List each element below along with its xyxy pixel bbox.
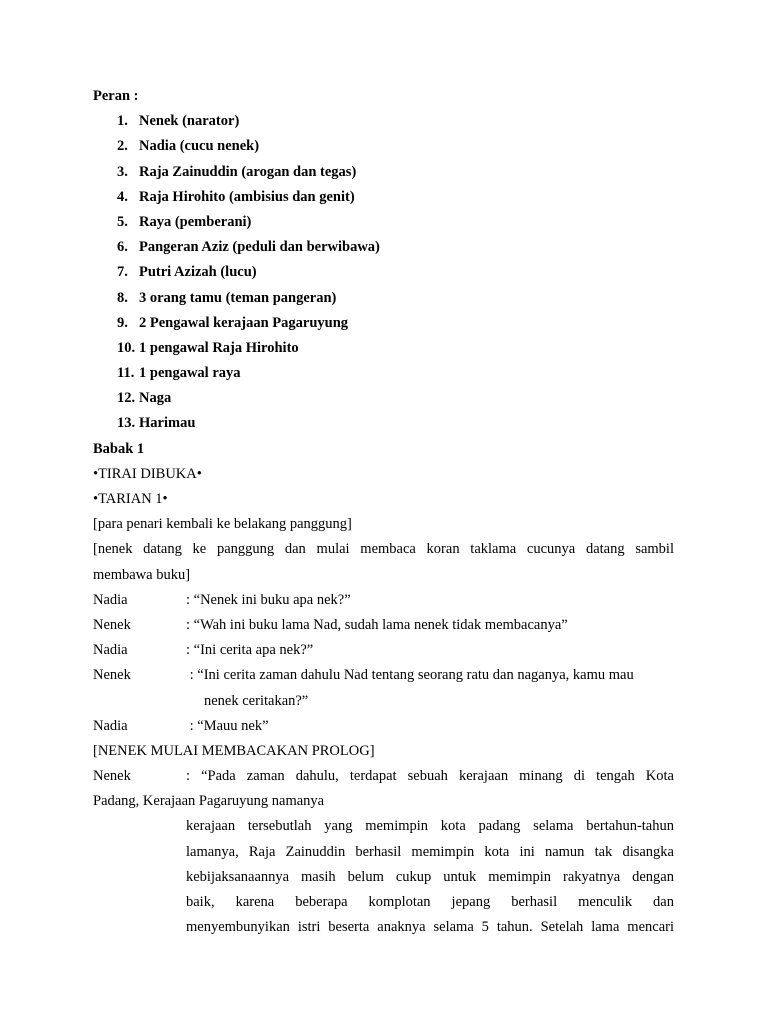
role-item [93, 361, 674, 386]
role-name: Raya (pemberani) [139, 213, 252, 230]
prolog-line: baik, karena beberapa komplotan jepang berhasil menculik dan [186, 894, 674, 910]
role-name: 1 pengawal Raja Hirohito [139, 339, 299, 356]
role-name: Nadia (cucu nenek) [139, 138, 260, 155]
role-number: 9. [117, 314, 128, 331]
role-number: 7. [117, 264, 128, 281]
role-item [93, 134, 674, 159]
dialogue-text: : “Ini cerita apa nek?” [186, 642, 314, 659]
role-item [93, 286, 674, 311]
role-item [93, 235, 674, 260]
dialogue-line [93, 663, 674, 688]
role-number: 1. [117, 113, 128, 130]
role-number: 10. [117, 339, 136, 356]
speaker-name: Nenek [93, 616, 131, 633]
role-item [93, 311, 674, 336]
dialogue-line [93, 588, 674, 613]
dialogue-continuation: nenek ceritakan?” [204, 692, 309, 709]
role-item [93, 210, 674, 235]
role-item [93, 185, 674, 210]
prolog-line: kebijaksanaannya masih belum cukup untuk memimpin rakyatnya dengan [186, 868, 674, 885]
dialogue-line [93, 613, 674, 638]
role-name: Putri Azizah (lucu) [139, 264, 257, 281]
dialogue-block [93, 588, 674, 739]
role-number: 11. [117, 365, 135, 382]
roles-list [93, 109, 674, 436]
role-name: Raja Hirohito (ambisius dan genit) [139, 188, 355, 205]
role-item [93, 411, 674, 436]
dialogue-line [93, 764, 674, 789]
stage-direction: •TARIAN 1• [93, 491, 168, 507]
role-item [93, 336, 674, 361]
role-name: Pangeran Aziz (peduli dan berwibawa) [139, 239, 380, 256]
roles-heading: Peran : [93, 88, 139, 104]
dialogue-text: : “Wah ini buku lama Nad, sudah lama nenek tidak membacanya” [186, 616, 568, 633]
speaker-name: Nadia [93, 591, 128, 608]
role-number: 13. [117, 415, 136, 432]
role-item [93, 109, 674, 134]
speaker-name: Nenek [93, 768, 131, 785]
role-item [93, 160, 674, 185]
speaker-name: Nadia [93, 642, 128, 659]
role-name: Raja Zainuddin (arogan dan tegas) [139, 163, 357, 180]
role-number: 3. [117, 163, 128, 180]
role-number: 6. [117, 239, 128, 256]
role-item [93, 386, 674, 411]
stage-direction-line: [nenek datang ke panggung dan mulai membaca koran taklama cucunya datang sambil [93, 541, 674, 558]
role-name: Harimau [139, 415, 196, 432]
act-heading: Babak 1 [93, 440, 145, 457]
role-number: 2. [117, 138, 128, 155]
role-number: 5. [117, 213, 128, 230]
prolog-line: menyembunyikan istri beserta anaknya selama 5 tahun. Setelah lama mencari [186, 919, 674, 936]
role-number: 12. [117, 390, 136, 407]
role-name: 2 Pengawal kerajaan Pagaruyung [139, 314, 349, 331]
document-body [93, 84, 674, 940]
role-number: 4. [117, 188, 128, 205]
role-number: 8. [117, 289, 128, 306]
prolog-line: Padang, Kerajaan Pagaruyung namanya [93, 793, 325, 810]
dialogue-text: : “Mauu nek” [186, 717, 269, 734]
prolog-line: lamanya, Raja Zainuddin berhasil memimpin kota ini namun tak disangka [186, 843, 674, 860]
role-name: 1 pengawal raya [139, 365, 241, 382]
role-name: Nenek (narator) [139, 113, 240, 130]
role-name: Naga [139, 390, 172, 407]
speaker-name: Nenek [93, 667, 131, 684]
dialogue-text: : “Nenek ini buku apa nek?” [186, 591, 351, 608]
stage-direction: •TIRAI DIBUKA• [93, 465, 202, 482]
stage-direction: [NENEK MULAI MEMBACAKAN PROLOG] [93, 742, 375, 759]
role-item [93, 260, 674, 285]
dialogue-line [93, 638, 674, 663]
dialogue-text: : “Ini cerita zaman dahulu Nad tentang seorang ratu dan naganya, kamu mau [186, 667, 634, 684]
prolog-block [93, 764, 674, 940]
dialogue-text: : “Pada zaman dahulu, terdapat sebuah kerajaan minang di tengah Kota [186, 768, 674, 785]
stage-direction: [para penari kembali ke belakang panggung] [93, 516, 352, 533]
dialogue-line [93, 714, 674, 739]
speaker-name: Nadia [93, 717, 128, 734]
stage-direction-line: membawa buku] [93, 566, 191, 583]
role-name: 3 orang tamu (teman pangeran) [139, 289, 337, 306]
prolog-line: kerajaan tersebutlah yang memimpin kota padang selama bertahun-tahun [186, 818, 674, 835]
